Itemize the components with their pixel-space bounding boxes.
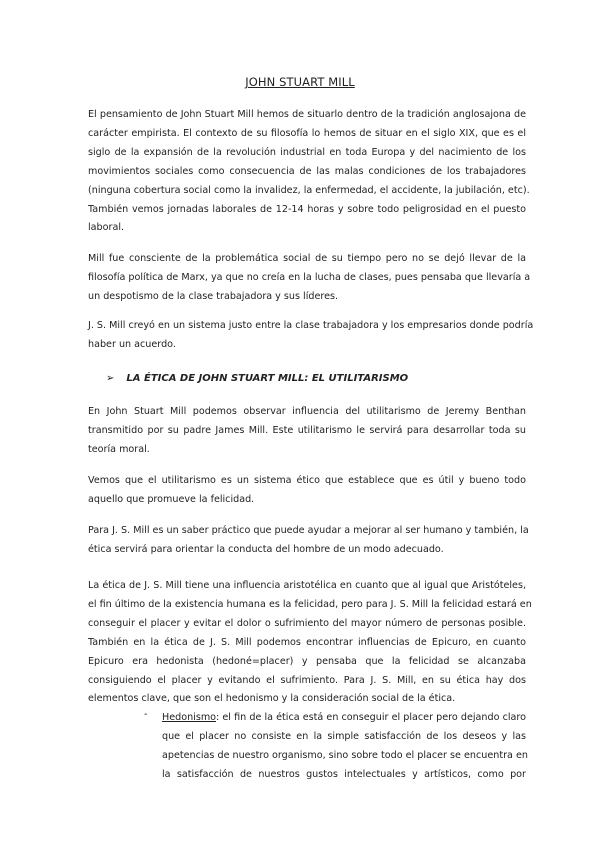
paragraph-line: consiguiendo el placer y evitando el sufrimiento. Para J. S. Mill, en su ética hay dos: [88, 674, 526, 686]
paragraph: [88, 472, 526, 510]
paragraph-line: También en la ética de J. S. Mill podemos encontrar influencias de Epicuro, en cuanto: [88, 636, 526, 648]
section-heading-text: LA ÉTICA DE JOHN STUART MILL: EL UTILITARISMO: [126, 373, 409, 384]
paragraph: [88, 106, 530, 238]
document-title: JOHN STUART MILL: [245, 75, 355, 89]
paragraph-line: En John Stuart Mill podemos observar influencia del utilitarismo de Jeremy Benthan: [88, 406, 526, 417]
paragraph: [88, 403, 526, 460]
list-item-line: apetencias de nuestro organismo, sino sobre todo el placer se encuentra en: [162, 749, 528, 761]
paragraph-line: ética servirá para orientar la conducta del hombre de un modo adecuado.: [88, 543, 444, 555]
paragraph-line: transmitido por su padre James Mill. Este utilitarismo le servirá para desarrollar toda su: [88, 424, 526, 436]
paragraph-line: un despotismo de la clase trabajadora y sus líderes.: [88, 290, 339, 302]
paragraph: [88, 577, 532, 709]
list-item-line: [162, 709, 526, 728]
paragraph-line: (ninguna cobertura social como la invalidez, la enfermedad, el accidente, la jubilación, etc).: [88, 184, 530, 196]
paragraph-line: La ética de J. S. Mill tiene una influencia aristotélica en cuanto que al igual que Aristóteles,: [88, 580, 526, 591]
paragraph-line: teoría moral.: [88, 443, 150, 455]
paragraph-line: Vemos que el utilitarismo es un sistema ético que establece que es útil y bueno todo: [88, 475, 526, 486]
list-item-line: que el placer no consiste en la simple satisfacción de los deseos y las: [162, 730, 526, 742]
paragraph-line: movimientos sociales como consecuencia de las malas condiciones de los trabajadores: [88, 165, 526, 177]
paragraph-line: laboral.: [88, 222, 125, 234]
paragraph-line: filosofía política de Marx, ya que no creía en la lucha de clases, pues pensaba que llevaría a: [88, 271, 531, 283]
paragraph-line: El pensamiento de John Stuart Mill hemos de situarlo dentro de la tradición anglosajona de: [88, 109, 526, 120]
paragraph: [88, 317, 534, 355]
paragraph-line: También vemos jornadas laborales de 12-14 horas y sobre todo peligrosidad en el puesto: [88, 203, 526, 215]
paragraph: [88, 250, 531, 307]
paragraph-line: siglo de la expansión de la revolución industrial en toda Europa y del nacimiento de los: [88, 146, 526, 158]
paragraph-line: Epicuro era hedonista (hedoné=placer) y pensaba que la felicidad se alcanzaba: [88, 655, 526, 667]
paragraph-line: Mill fue consciente de la problemática social de su tiempo pero no se dejó llevar de la: [88, 253, 526, 264]
paragraph-line: J. S. Mill creyó en un sistema justo entre la clase trabajadora y los empresarios donde podría: [88, 320, 534, 331]
list-item-term: Hedonismo: [162, 712, 217, 723]
list-bullet: -: [144, 709, 148, 720]
paragraph: [88, 522, 529, 560]
paragraph-line: haber un acuerdo.: [88, 338, 176, 350]
list-item-text: : el fin de la ética está en conseguir el placer pero dejando claro: [216, 712, 526, 723]
paragraph-line: el fin último de la existencia humana es la felicidad, pero para J. S. Mill la felicidad estará en: [88, 598, 532, 610]
arrow-bullet-icon: ➢: [106, 373, 115, 384]
section-heading: [106, 373, 408, 384]
paragraph-line: Para J. S. Mill es un saber práctico que puede ayudar a mejorar al ser humano y también, la: [88, 525, 529, 536]
paragraph-line: conseguir el placer y evitar el dolor o sufrimiento del mayor número de personas posible.: [88, 617, 526, 629]
list-item-hedonismo: [162, 709, 526, 785]
paragraph-line: carácter empirista. El contexto de su filosofía lo hemos de situar en el siglo XIX, que es el: [88, 127, 526, 139]
paragraph-line: elementos clave, que son el hedonismo y la consideración social de la ética.: [88, 693, 456, 705]
list-item-line: la satisfacción de nuestros gustos intelectuales y artísticos, como por: [162, 768, 526, 780]
paragraph-line: aquello que promueve la felicidad.: [88, 493, 255, 505]
